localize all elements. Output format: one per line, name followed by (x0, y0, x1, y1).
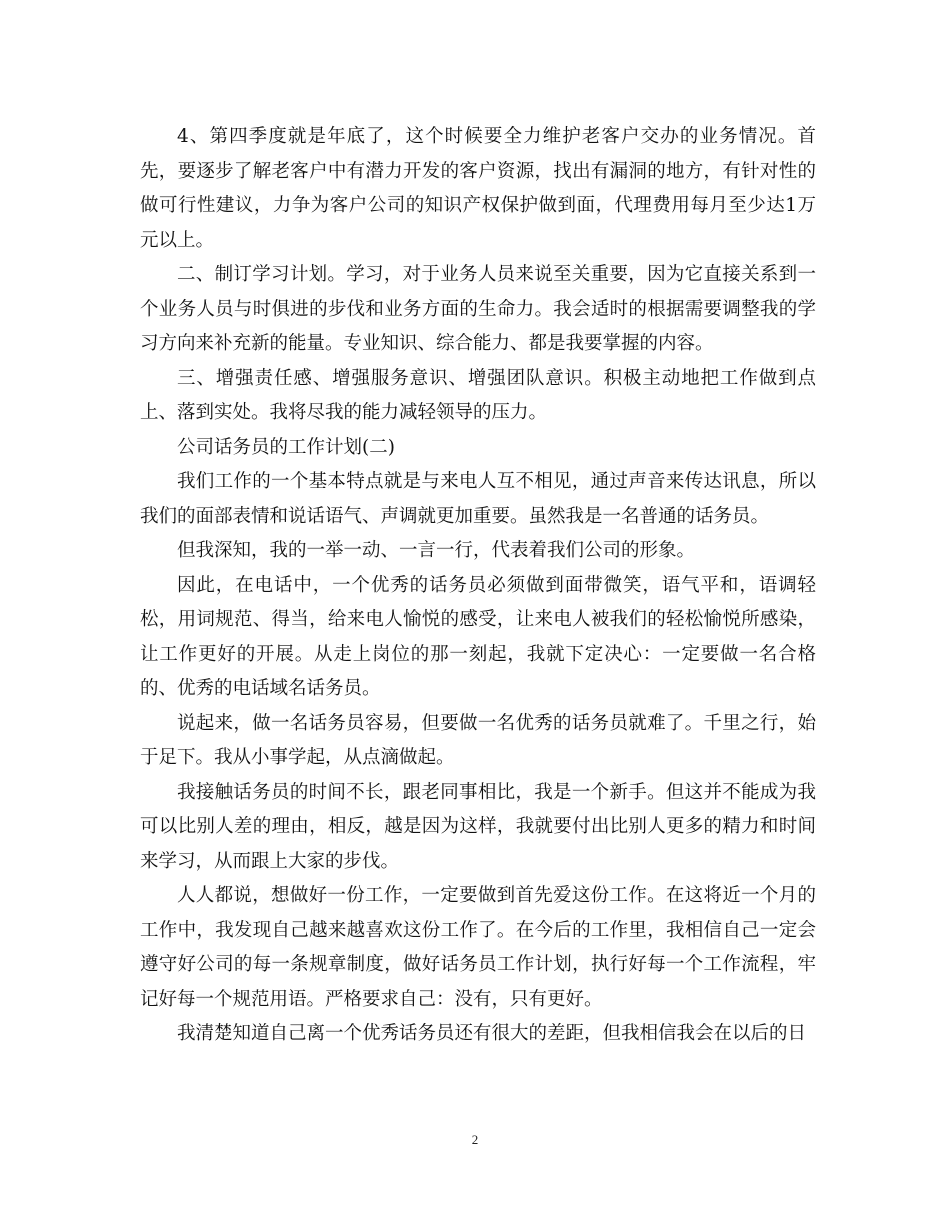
paragraph-phone-manner: 因此，在电话中，一个优秀的话务员必须做到面带微笑，语气平和，语调轻松，用词规范、得当，给来电人愉悦的感受，让来电人被我们的轻松愉悦所感染，让工作更好的开展。从走上岗位的那一刻起，我就下定决心：一定要做一名合格的、优秀的电话域名话务员。 (140, 574, 816, 699)
paragraph-company-image: 但我深知，我的一举一动、一言一行，代表着我们公司的形象。 (177, 540, 696, 561)
paragraph-study-plan: 二、制订学习计划。学习，对于业务人员来说至关重要，因为它直接关系到一个业务人员与时俱进的步伐和业务方面的生命力。我会适时的根据需要调整我的学习方向来补充新的能量。专业知识、综合能力、都是我要掌握的内容。 (140, 264, 816, 354)
section-heading: 公司话务员的工作计划(二) (177, 436, 395, 458)
page-number: 2 (471, 1132, 479, 1147)
paragraph-work-feature: 我们工作的一个基本特点就是与来电人互不相见，通过声音来传达讯息，所以我们的面部表情和说话语气、声调就更加重要。虽然我是一名普通的话务员。 (140, 471, 816, 527)
paragraph-responsibility: 三、增强责任感、增强服务意识、增强团队意识。积极主动地把工作做到点上、落到实处。我将尽我的能力减轻领导的压力。 (140, 367, 816, 423)
paragraph-love-work: 人人都说，想做好一份工作，一定要做到首先爱这份工作。在这将近一个月的工作中，我发现自己越来越喜欢这份工作了。在今后的工作里，我相信自己一定会遵守好公司的每一条规章制度，做好话务员工作计划，执行好每一个工作流程，牢记好每一个规范用语。严格要求自己：没有，只有更好。 (140, 885, 816, 1010)
paragraph-gap: 我清楚知道自己离一个优秀话务员还有很大的差距，但我相信我会在以后的日 (177, 1023, 807, 1044)
paragraph-newcomer: 我接触话务员的时间不长，跟老同事相比，我是一个新手。但这并不能成为我可以比别人差的理由，相反，越是因为这样，我就要付出比别人更多的精力和时间来学习，从而跟上大家的步伐。 (140, 781, 816, 872)
document-body (140, 120, 816, 1052)
paragraph-q4-plan: 4、第四季度就是年底了，这个时候要全力维护老客户交办的业务情况。首先，要逐步了解老客户中有潜力开发的客户资源，找出有漏洞的地方，有针对性的做可行性建议，力争为客户公司的知识产权保护做到面，代理费用每月至少达1万元以上。 (140, 126, 816, 251)
paragraph-excellence: 说起来，做一名话务员容易，但要做一名优秀的话务员就难了。千里之行，始于足下。我从小事学起，从点滴做起。 (140, 712, 816, 768)
